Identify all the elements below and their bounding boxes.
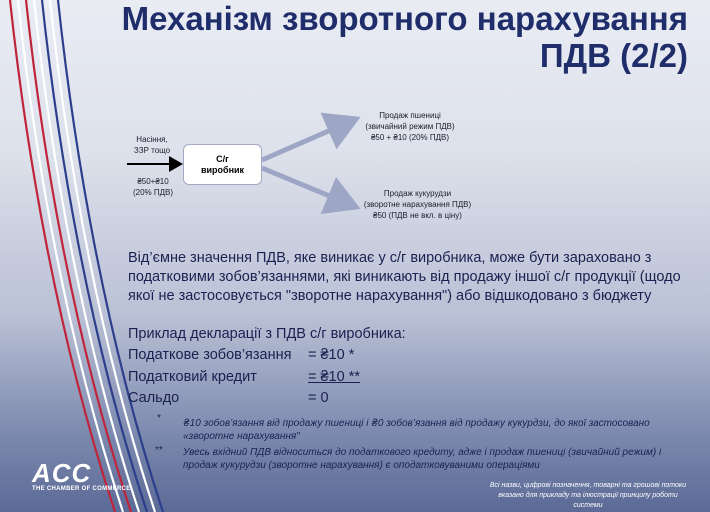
- example-heading: Приклад декларації з ПДВ с/г виробника:: [128, 326, 406, 342]
- acc-logo: ACC THE CHAMBER OF COMMERCE: [32, 458, 131, 492]
- row-label: Податкове зобов’язання: [128, 347, 292, 363]
- row-tax-credit: [128, 368, 360, 387]
- disclaimer-footnote: Всі назви, цифрові позначення, товарні та грошові потоки вказано для прикладу та ілюстрації принципу роботи системи: [489, 482, 687, 509]
- arrow-wheat: [262, 119, 356, 160]
- row-label: Податковий кредит: [128, 369, 257, 385]
- row-tax-liability: [128, 346, 354, 365]
- row-value: = 0: [308, 390, 329, 406]
- page-title: Механізм зворотного нарахування ПДВ (2/2): [121, 0, 688, 74]
- note-mark: **: [155, 445, 163, 456]
- arrow-corn: [262, 168, 356, 207]
- producer-box: С/г виробник: [183, 144, 262, 185]
- input-price-label: ₴50+₴10 (20% ПДВ): [132, 177, 174, 197]
- input-label: Насіння, ЗЗР тощо: [133, 135, 171, 155]
- note-mark: *: [157, 413, 161, 424]
- row-label: Сальдо: [128, 390, 180, 406]
- row-value: = ₴10 *: [308, 347, 355, 363]
- corn-sale-label: Продаж кукурудзи (зворотне нарахування ПДВ) ₴50 (ПДВ не вкл. в ціну): [363, 189, 472, 220]
- wheat-sale-label: Продаж пшениці (звичайний режим ПДВ) ₴50 + ₴10 (20% ПДВ): [365, 111, 455, 142]
- note-text: ₴10 зобов’язання від продажу пшениці і ₴0 зобов’язання від продажу кукурдзи, до якої застосовано «зворотне нарахування": [183, 418, 650, 442]
- explanation-paragraph: Від’ємне значення ПДВ, яке виникає у с/г виробника, може бути зараховано з податковими зобов’язаннями, які виникають від продажу іншої с/г продукції (щодо якої не застосовується "зворотне нарахування") або відшкодовано з бюджету: [128, 250, 681, 304]
- note-text: Увесь вхідний ПДВ відноситься до податкового кредиту, адже і продаж пшениці (звичайний режим) і продаж кукурудзи (зворотне нарахування) є оподатковуваними операціями: [183, 447, 662, 471]
- row-value: = ₴10 **: [308, 369, 361, 385]
- row-balance: [128, 389, 329, 408]
